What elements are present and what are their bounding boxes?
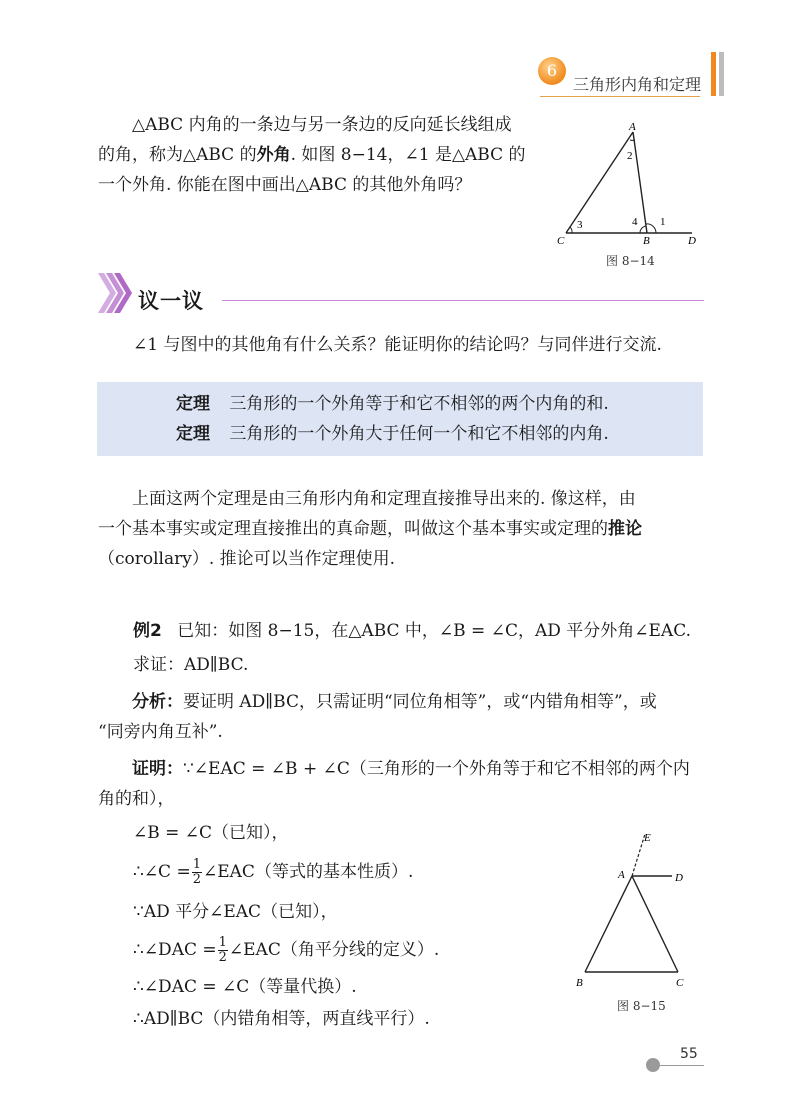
- fig14-label-B: B: [643, 235, 650, 247]
- corollary-paragraph: [98, 484, 708, 574]
- theorem-1-text: 三角形的一个外角等于和它不相邻的两个内角的和.: [229, 394, 609, 414]
- theorem-2-label: 定理: [176, 424, 210, 444]
- analysis: [98, 687, 708, 747]
- fraction-half-2: [218, 936, 228, 965]
- discuss-rule: [222, 300, 704, 301]
- fig15-label-D: D: [675, 872, 683, 884]
- proof-step-4: [133, 935, 439, 965]
- frac-den: 2: [192, 872, 201, 887]
- fig14-label-4: 4: [632, 216, 638, 228]
- fraction-half: [192, 858, 202, 887]
- proof-step-4-a: ∴∠DAC =: [133, 940, 217, 960]
- fig15-label-A: A: [618, 869, 625, 881]
- figure-8-15: [568, 826, 698, 996]
- proof-text-1: ∵∠EAC = ∠B + ∠C（三角形的一个外角等于和它不相邻的两个内: [183, 759, 690, 779]
- figure-8-14: [548, 120, 708, 270]
- discuss-chevron-icon: [96, 271, 136, 315]
- page-number: 55: [680, 1046, 698, 1062]
- header-bar-2: [719, 52, 724, 96]
- corollary-line-1: 上面这两个定理是由三角形内角和定理直接推导出来的. 像这样，由: [132, 489, 636, 509]
- example-given-text: 已知：如图 8−15，在△ABC 中，∠B = ∠C，AD 平分外角∠EAC.: [177, 621, 692, 641]
- example-label: 例2: [133, 621, 162, 641]
- example-prove: 求证：AD∥BC.: [133, 655, 249, 675]
- proof-label: 证明：: [132, 759, 183, 779]
- proof: [98, 754, 708, 814]
- section-title: 三角形内角和定理: [573, 75, 702, 94]
- corollary-line-2: [98, 514, 708, 544]
- proof-line-1: [98, 754, 708, 784]
- frac-den-2: 2: [218, 950, 227, 965]
- fig14-label-3: 3: [577, 219, 583, 231]
- fig14-label-A: A: [629, 121, 636, 133]
- proof-step-2: [133, 857, 413, 887]
- fig14-label-1: 1: [660, 216, 666, 228]
- intro-line-2-b: . 如图 8−14，∠1 是△ABC 的: [290, 145, 526, 165]
- corollary-line-3: （corollary）. 推论可以当作定理使用.: [98, 549, 396, 569]
- fig15-label-B: B: [576, 977, 583, 989]
- analysis-line-1: [98, 687, 708, 717]
- proof-step-2-b: ∠EAC（等式的基本性质）.: [203, 862, 414, 882]
- intro-line-1: △ABC 内角的一条边与另一条边的反向延长线组成: [132, 115, 512, 135]
- proof-step-3: ∵AD 平分∠EAC（已知），: [133, 902, 338, 922]
- discuss-text: ∠1 与图中的其他角有什么关系？能证明你的结论吗？与同伴进行交流.: [133, 335, 662, 355]
- footer-rule: [660, 1065, 704, 1066]
- intro-line-3: 一个外角. 你能在图中画出△ABC 的其他外角吗？: [98, 175, 472, 195]
- discuss-title: 议一议: [138, 289, 204, 313]
- chapter-badge: [538, 57, 566, 85]
- chapter-number: 6: [546, 61, 558, 80]
- proof-step-5: ∴∠DAC = ∠C（等量代换）.: [133, 977, 357, 997]
- header-bar-1: [711, 52, 716, 96]
- proof-step-6: ∴AD∥BC（内错角相等，两直线平行）.: [133, 1009, 430, 1029]
- intro-line-2-a: 的角，称为△ABC 的: [98, 145, 257, 165]
- theorem-2: [176, 419, 609, 449]
- theorem-1: [176, 389, 609, 419]
- intro-line-2: [98, 140, 558, 170]
- theorem-box: [97, 382, 703, 456]
- proof-step-1: ∠B = ∠C（已知），: [133, 823, 289, 843]
- analysis-text-1: 要证明 AD∥BC，只需证明“同位角相等”，或“内错角相等”，或: [183, 692, 657, 712]
- intro-paragraph: [98, 110, 558, 200]
- term-corollary: 推论: [608, 519, 642, 539]
- analysis-line-2: “同旁内角互补”.: [98, 722, 223, 742]
- fig14-label-C: C: [557, 235, 565, 247]
- frac-num-2: 1: [218, 935, 227, 950]
- theorem-2-text: 三角形的一个外角大于任何一个和它不相邻的内角.: [229, 424, 609, 444]
- fig15-label-C: C: [676, 977, 684, 989]
- term-exterior-angle: 外角: [256, 145, 291, 165]
- theorem-1-label: 定理: [176, 394, 210, 414]
- example-given: [133, 616, 691, 646]
- header-rule: [540, 96, 700, 97]
- proof-line-2: 角的和），: [98, 789, 175, 809]
- analysis-label: 分析：: [132, 692, 183, 712]
- fig15-label-E: E: [644, 832, 651, 844]
- figure-8-15-caption: 图 8−15: [617, 999, 666, 1013]
- footer-dot-icon: [646, 1058, 660, 1072]
- fig14-label-D: D: [688, 235, 696, 247]
- proof-step-4-b: ∠EAC（角平分线的定义）.: [228, 940, 440, 960]
- corollary-line-2-a: 一个基本事实或定理直接推出的真命题，叫做这个基本事实或定理的: [98, 519, 608, 539]
- figure-8-14-caption: 图 8−14: [606, 254, 655, 268]
- frac-num: 1: [192, 857, 201, 872]
- proof-step-2-a: ∴∠C =: [133, 862, 191, 882]
- fig14-label-2: 2: [627, 150, 633, 162]
